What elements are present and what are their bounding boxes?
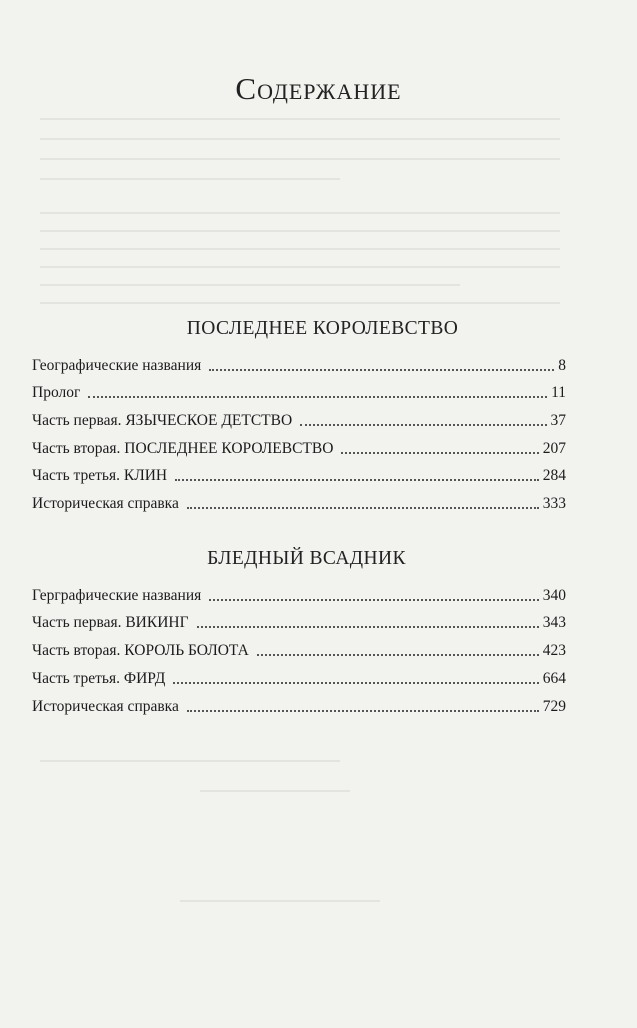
toc-entry-label: Герграфические названия bbox=[32, 587, 202, 604]
toc-entry[interactable] bbox=[32, 467, 566, 489]
dot-leader bbox=[341, 452, 538, 454]
dot-leader bbox=[197, 626, 539, 628]
toc-entry[interactable] bbox=[32, 670, 566, 692]
toc-entry-label: Часть вторая. ПОСЛЕДНЕЕ КОРОЛЕВСТВО bbox=[32, 440, 334, 457]
toc-entry-page: 11 bbox=[551, 384, 566, 401]
dot-leader bbox=[257, 654, 539, 656]
dot-leader bbox=[300, 424, 546, 426]
toc-entry[interactable] bbox=[32, 384, 566, 406]
toc-entry[interactable] bbox=[32, 587, 566, 609]
toc-entry-label: Часть третья. КЛИН bbox=[32, 467, 168, 484]
toc-entry-page: 423 bbox=[542, 642, 566, 659]
toc-entry-label: Часть первая. ВИКИНГ bbox=[32, 614, 189, 631]
toc-entry[interactable] bbox=[32, 412, 566, 434]
toc-entry-page: 207 bbox=[542, 440, 566, 457]
dot-leader bbox=[173, 682, 538, 684]
section-title-pale-horseman: БЛЕДНЫЙ ВСАДНИК bbox=[207, 548, 406, 569]
toc-entry[interactable] bbox=[32, 642, 566, 664]
section-title-last-kingdom: ПОСЛЕДНЕЕ КОРОЛЕВСТВО bbox=[186, 318, 459, 339]
toc-entry-page: 664 bbox=[542, 670, 566, 687]
dot-leader bbox=[187, 507, 539, 509]
toc-entry-label: Часть первая. ЯЗЫЧЕСКОЕ ДЕТСТВО bbox=[32, 412, 293, 429]
toc-entry-page: 37 bbox=[550, 412, 566, 429]
toc-entry[interactable] bbox=[32, 698, 566, 720]
toc-entry[interactable] bbox=[32, 614, 566, 636]
toc-entry-page: 343 bbox=[542, 614, 566, 631]
dot-leader bbox=[88, 396, 547, 398]
toc-entry-page: 8 bbox=[558, 357, 566, 374]
toc-entry[interactable] bbox=[32, 357, 566, 379]
toc-entry-label: Историческая справка bbox=[32, 698, 179, 715]
toc-entry-page: 729 bbox=[542, 698, 566, 715]
toc-entry-label: Географические названия bbox=[32, 357, 202, 374]
toc-entry[interactable] bbox=[32, 440, 566, 462]
dot-leader bbox=[187, 710, 539, 712]
dot-leader bbox=[209, 599, 538, 601]
toc-entry-label: Историческая справка bbox=[32, 495, 179, 512]
toc-entry-label: Часть вторая. КОРОЛЬ БОЛОТА bbox=[32, 642, 249, 659]
toc-entry[interactable] bbox=[32, 495, 566, 517]
toc-entry-label: Пролог bbox=[32, 384, 81, 401]
toc-entry-page: 340 bbox=[542, 587, 566, 604]
dot-leader bbox=[175, 479, 539, 481]
dot-leader bbox=[209, 369, 554, 371]
toc-entry-page: 284 bbox=[542, 467, 566, 484]
page-title: Содержание bbox=[235, 71, 402, 106]
toc-entry-page: 333 bbox=[542, 495, 566, 512]
toc-entry-label: Часть третья. ФИРД bbox=[32, 670, 166, 687]
